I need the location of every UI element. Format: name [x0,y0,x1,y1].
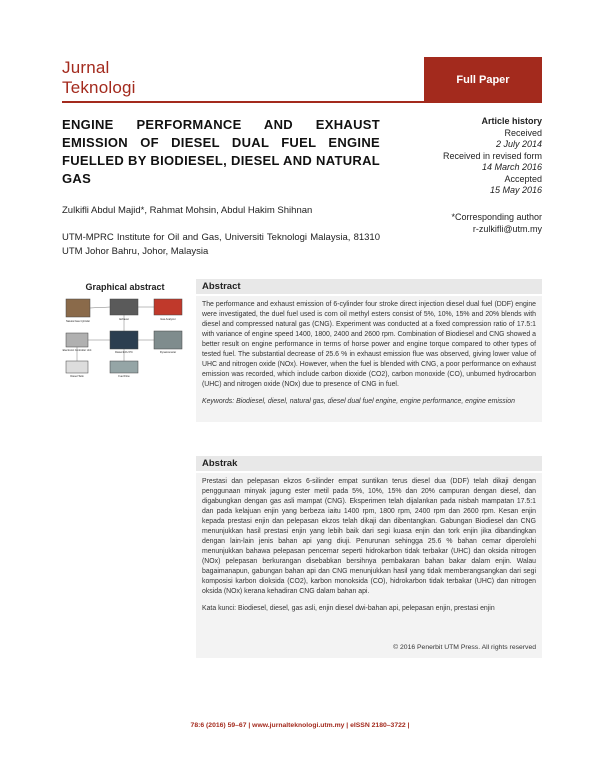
svg-text:Electronic Controller Unit: Electronic Controller Unit [62,349,92,352]
graphical-abstract-diagram [62,295,188,381]
accepted-label: Accepted [504,173,542,184]
svg-text:Dynamometer: Dynamometer [159,351,177,354]
abstract-heading: Abstract [196,279,542,294]
svg-text:Natural Gas Cylinder: Natural Gas Cylinder [65,320,91,323]
corresponding-author [400,212,542,235]
journal-name-line1: Jurnal [62,58,110,77]
abstrak-text: Prestasi dan pelepasan ekzos 6-silinder empat suntikan terus diesel dua (DDF) telah dikaji dengan penggunaan minyak jagung ester metil pada 5%, 10%, 15% dan 20% campuran dengan diesel, dan digabungkan dengan gas asli mampat (CNG). Eksperimen telah dijalankan pada nisbah mampatan 17.5:1 dan pada kelajuan enjin yang berbeza iaitu 1400 rpm, 1800 rpm, 2400 rpm dan 2600 rpm. Kesan enjin kepada prestasi enjin dan pelepasan ekzos telah dikaji dan dibentangkan. Gabungan Biodiesel dan CNG menunjukkan hasil prestasi enjin yang lebih baik dari segi kuasa enjin dan tork enjin jika dibandingkan dengan lain-lain jenis bahan api yang diuji. Penurunan sehingga 25.6 % bahan cemar diperolehi menunjukkan bahawa pelepasan pencemar seperti hidrokarbon tidak terbakar (UHC) dan oksida nitrogen (NOx) pelepasan berkurangan disebabkan bersihnya pembakaran bahan bakar dalam enjin. Walau bagaimanapun, gabungan bahan api dan CNG menunjukkan hasil yang tidak memberangsangkan dari segi komposisi karbon dioksida (CO2), karbon monoksida (CO), hidrokarbon tidak terbakar (UHC) dan nitrogen oksida (NOx) kerana kehadiran CNG dalam bahan api. [202,478,536,595]
graphical-abstract-title: Graphical abstract [85,282,165,292]
ga-natural-gas-cylinder [66,299,90,323]
abstract-body [196,296,542,422]
authors: Zulkifli Abdul Majid*, Rahmat Mohsin, Abdul Hakim Shihnan [62,205,313,216]
paper-title: ENGINE PERFORMANCE AND EXHAUST EMISSION OF DIESEL DUAL FUEL ENGINE FUELLED BY BIODIESEL, DIESEL AND NATURAL GAS [62,117,380,186]
received-date: 2 July 2014 [495,139,542,149]
svg-text:Gas Analyzer: Gas Analyzer [160,318,176,321]
accepted-date: 15 May 2016 [489,185,542,195]
corresponding-label: *Corresponding author [451,212,542,222]
revised-label: Received in revised form [442,150,542,161]
abstrak-body [196,473,542,658]
corresponding-email[interactable]: r-zulkifli@utm.my [472,223,542,234]
abstract-text: The performance and exhaust emission of 6-cylinder four stroke direct injection diesel dual fuel (DDF) engine were investigated, the duel fuel used is corn oil methyl esters consist of 5%, 10%, 15% and 20% blends with diesel and compressed natural gas (CNG). Experiment was conducted at a fixed compression ratio of 17.5:1 with variance of engine speed 1400, 1800, 2400 and 2600 rpm. Combination of Biodiesel and CNG showed a better result on engine performance in terms of horse power and engine torque compared to other types of tested fuel. The substantial decrease of 25.6 % in exhaust emission flue was observed, giving lower value of UHC and nitrogen oxide (NOx). However, when the fuel is blended with CNG, a poor performance on exhaust emission was recorded, which include carbon dioxide (CO2), carbon monoxide (CO), unburned hydrocarbon (UHC) and nitrogen oxide (NOx) due to presence of CNG in fuel. [202,301,536,388]
received-label: Received [504,127,542,138]
affiliation: UTM-MPRC Institute for Oil and Gas, Universiti Teknologi Malaysia, 81310 UTM Johor Bahru, Johor, Malaysia [62,232,380,257]
journal-name-line2: Teknologi [62,78,136,97]
journal-name [62,58,136,98]
svg-text:Exhaust: Exhaust [119,318,129,321]
header-rule [62,101,424,103]
article-history [400,116,542,197]
svg-text:Fuel Flow: Fuel Flow [118,375,130,378]
abstrak-heading: Abstrak [196,456,542,471]
full-paper-badge: Full Paper [424,57,542,103]
svg-text:Diesel ECU PC: Diesel ECU PC [115,351,133,354]
abstrak-keywords: Kata kunci: Biodiesel, diesel, gas asli, enjin diesel dwi-bahan api, pelepasan enjin, prestasi enjin [202,605,495,612]
revised-date: 14 March 2016 [481,162,542,172]
page-footer: 78:6 (2016) 59–67 | www.jurnalteknologi.utm.my | eISSN 2180–3722 | [190,722,410,729]
copyright: © 2016 Penerbit UTM Press. All rights reserved [393,644,536,651]
abstract-keywords: Keywords: Biodiesel, diesel, natural gas, diesel dual fuel engine, engine performance, engine emission [202,398,515,405]
history-heading: Article history [481,116,542,126]
svg-text:Diesel Tank: Diesel Tank [70,375,84,378]
